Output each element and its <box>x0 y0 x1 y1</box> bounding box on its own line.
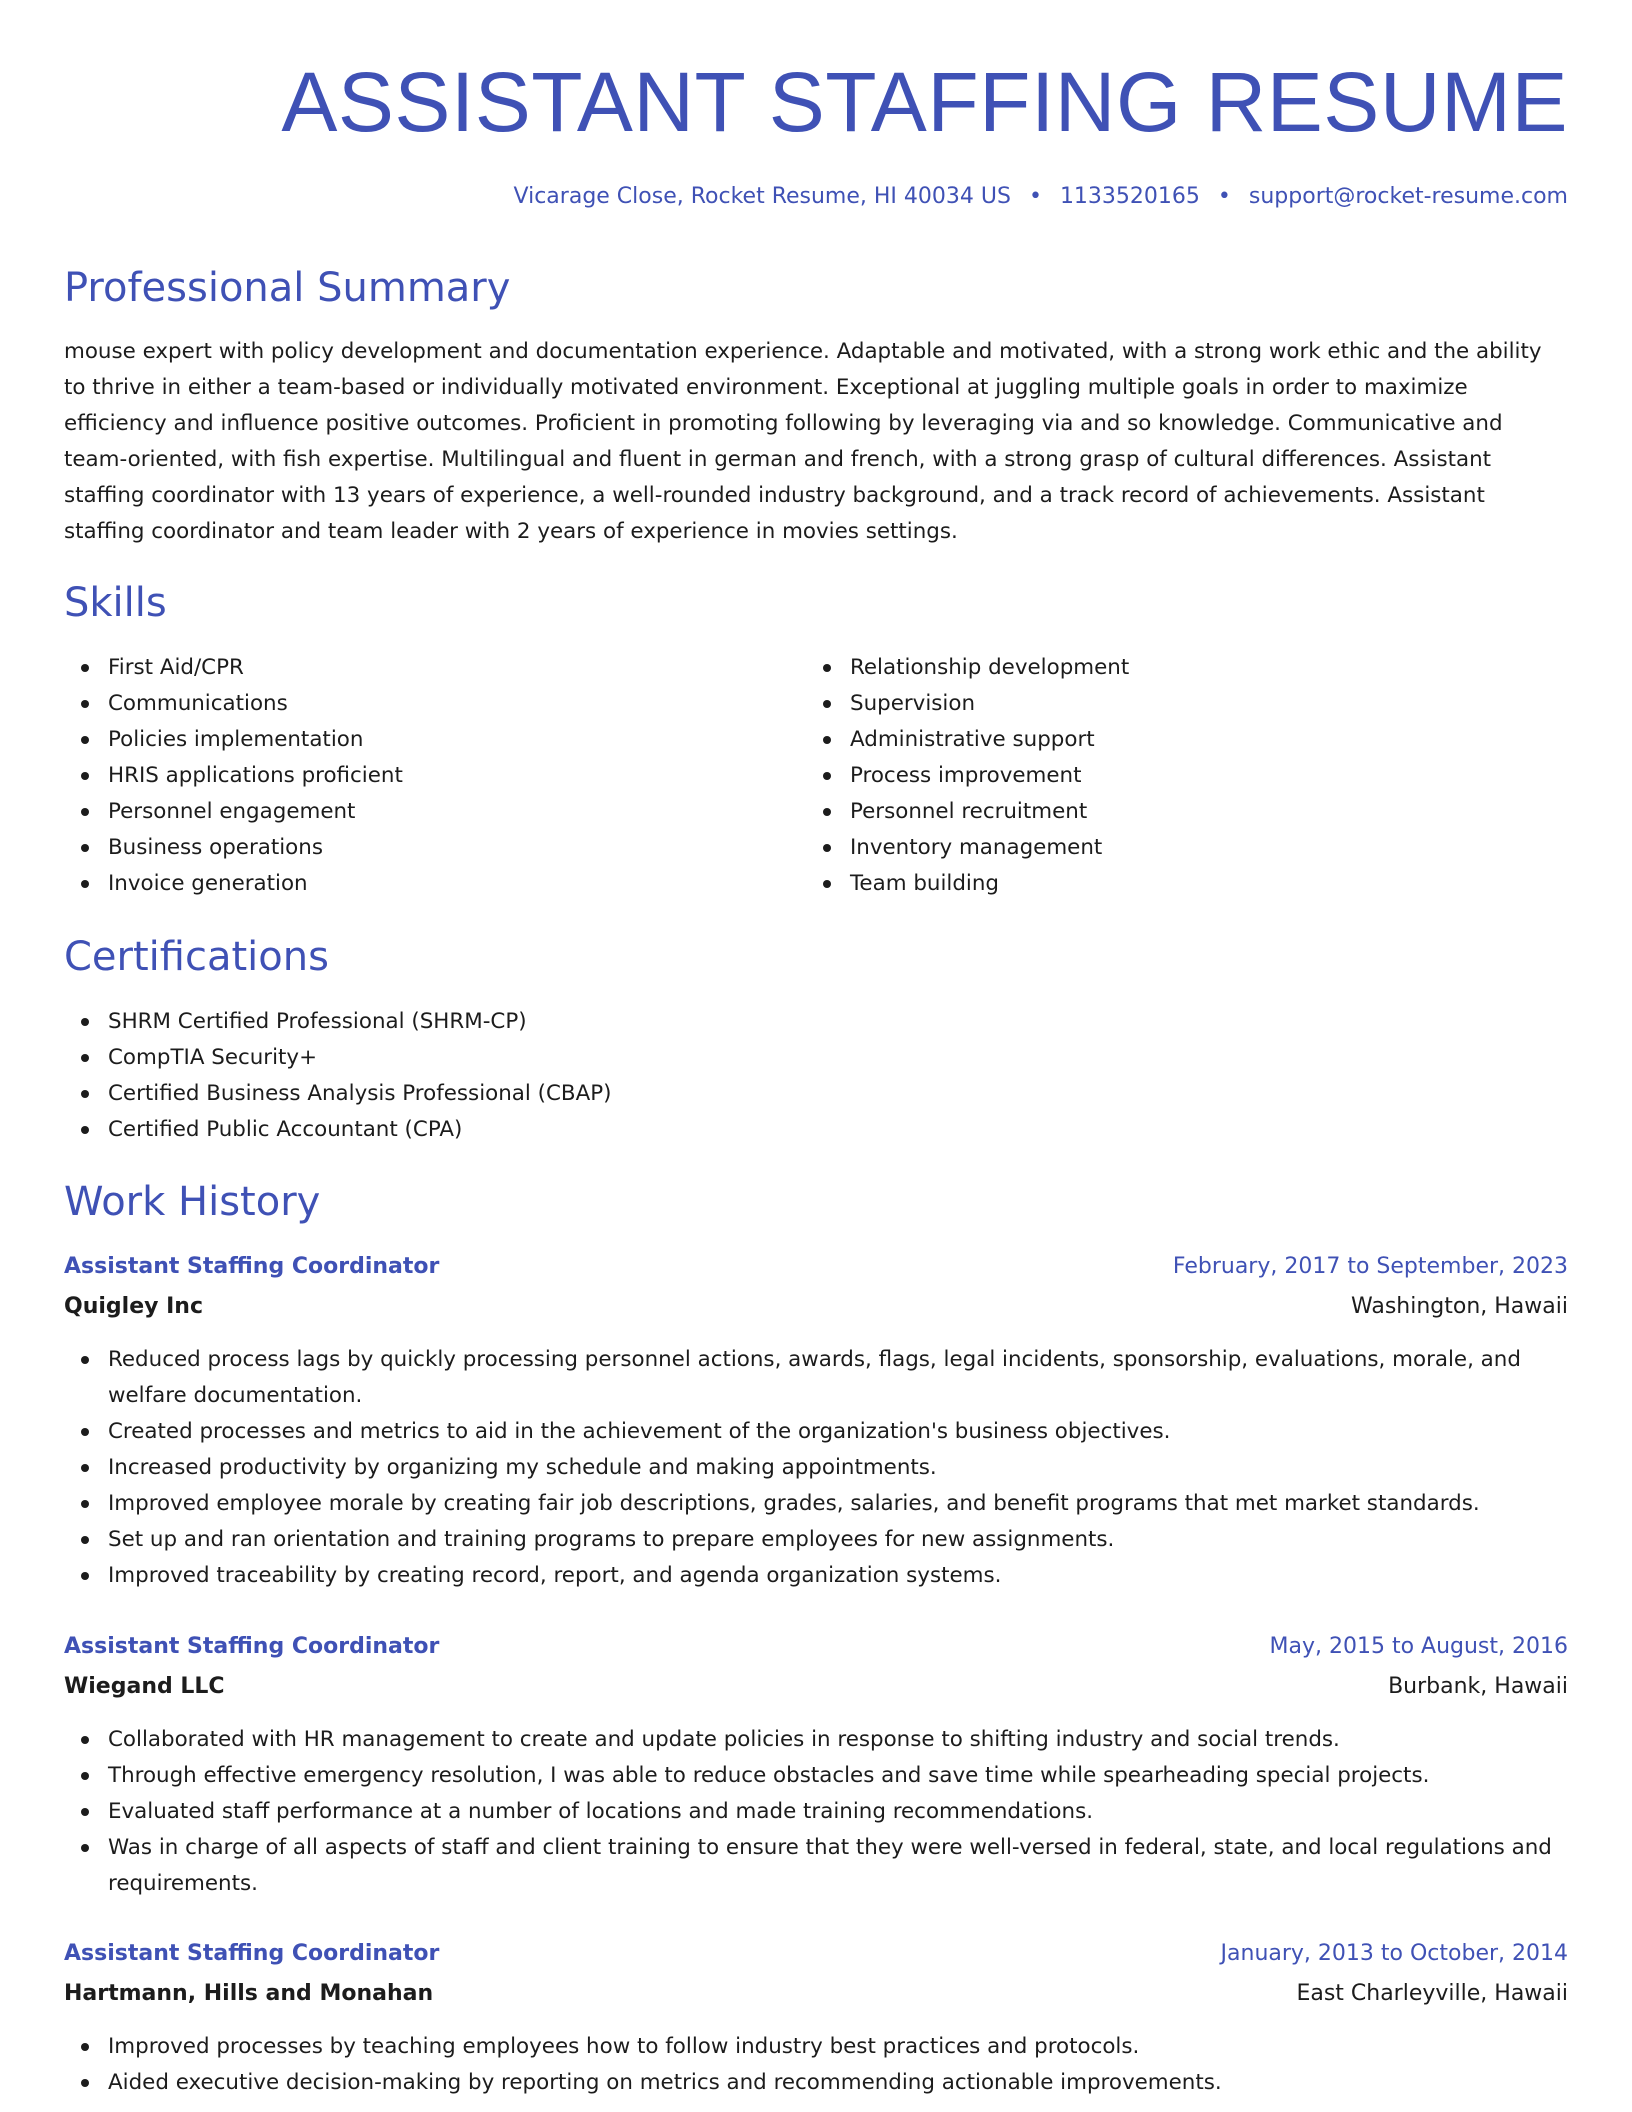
job-header <box>64 1937 1568 2017</box>
job-bullet: Aided executive decision-making by reporting on metrics and recommending actionable improvements. <box>64 2065 1568 2101</box>
job-bullets <box>64 1342 1568 1594</box>
job-bullet: Collaborated with HR management to create and update policies in response to shifting industry and social trends. <box>64 1722 1568 1758</box>
job-company: Hartmann, Hills and Monahan <box>64 1981 434 2006</box>
job-dates: May, 2015 to August, 2016 <box>1269 1634 1568 1659</box>
skill-item: Team building <box>806 866 1566 902</box>
job-location: Burbank, Hawaii <box>1388 1674 1568 1699</box>
contact-email: support@rocket-resume.com <box>1248 184 1568 209</box>
skill-item: Inventory management <box>806 830 1566 866</box>
skill-item: Administrative support <box>806 722 1566 758</box>
contact-line <box>514 181 1568 213</box>
skills-heading: Skills <box>64 580 167 626</box>
certifications-list <box>64 1004 1568 1148</box>
skill-item: Supervision <box>806 686 1566 722</box>
job-company: Wiegand LLC <box>64 1674 225 1699</box>
certification-item: SHRM Certified Professional (SHRM-CP) <box>64 1004 1568 1040</box>
skills-list-left <box>64 650 804 902</box>
job-bullet: Through effective emergency resolution, I was able to reduce obstacles and save time while spearheading special projects. <box>64 1758 1568 1794</box>
skill-item: HRIS applications proficient <box>64 758 804 794</box>
summary-text: mouse expert with policy development and documentation experience. Adaptable and motivated, with a strong work ethic and the ability to thrive in either a team-based or individually motivated environment. Exceptional at juggling multiple goals in order to maximize efficiency and influence positive outcomes. Proficient in promoting following by leveraging via and so knowledge. Communicative and team-oriented, with fish expertise. Multilingual and fluent in german and french, with a strong grasp of cultural differences. Assistant staffing coordinator with 13 years of experience, a well-rounded industry background, and a track record of achievements. Assistant staffing coordinator and team leader with 2 years of experience in movies settings. <box>64 339 1542 544</box>
job-bullet: Improved traceability by creating record, report, and agenda organization systems. <box>64 1558 1568 1594</box>
job-dates: February, 2017 to September, 2023 <box>1172 1254 1568 1279</box>
job-location: East Charleyville, Hawaii <box>1296 1981 1568 2006</box>
job-title: Assistant Staffing Coordinator <box>64 1941 440 1966</box>
job-company: Quigley Inc <box>64 1294 204 1319</box>
job-location: Washington, Hawaii <box>1351 1294 1568 1319</box>
job-header <box>64 1250 1568 1330</box>
job-bullet: Improved employee morale by creating fair job descriptions, grades, salaries, and benefit programs that met market standards. <box>64 1486 1568 1522</box>
job-bullet: Created processes and metrics to aid in the achievement of the organization's business objectives. <box>64 1414 1568 1450</box>
contact-separator: • <box>1217 184 1231 209</box>
skill-item: Personnel engagement <box>64 794 804 830</box>
contact-separator: • <box>1028 184 1042 209</box>
skill-item: Relationship development <box>806 650 1566 686</box>
job-bullet: Increased productivity by organizing my schedule and making appointments. <box>64 1450 1568 1486</box>
job-bullet: Was in charge of all aspects of staff and client training to ensure that they were well-versed in federal, state, and local regulations and requirements. <box>64 1830 1568 1902</box>
job-bullets <box>64 2029 1568 2101</box>
summary-heading: Professional Summary <box>64 265 511 311</box>
skill-item: Policies implementation <box>64 722 804 758</box>
certifications-heading: Certifications <box>64 934 329 980</box>
skills-list-right <box>806 650 1566 902</box>
certification-item: Certified Business Analysis Professional (CBAP) <box>64 1076 1568 1112</box>
job-bullet: Reduced process lags by quickly processing personnel actions, awards, flags, legal incidents, sponsorship, evaluations, morale, and welfare documentation. <box>64 1342 1568 1414</box>
job-title: Assistant Staffing Coordinator <box>64 1254 440 1279</box>
contact-phone: 1133520165 <box>1059 184 1200 209</box>
job-dates: January, 2013 to October, 2014 <box>1220 1941 1568 1966</box>
skill-item: Invoice generation <box>64 866 804 902</box>
job-title: Assistant Staffing Coordinator <box>64 1634 440 1659</box>
job-bullets <box>64 1722 1568 1902</box>
contact-address: Vicarage Close, Rocket Resume, HI 40034 US <box>513 184 1011 209</box>
job-header <box>64 1630 1568 1710</box>
job-bullet: Improved processes by teaching employees how to follow industry best practices and protocols. <box>64 2029 1568 2065</box>
certification-item: Certified Public Accountant (CPA) <box>64 1112 1568 1148</box>
resume-title: ASSISTANT STAFFING RESUME <box>281 55 1568 149</box>
skill-item: Communications <box>64 686 804 722</box>
job-bullet: Set up and ran orientation and training programs to prepare employees for new assignments. <box>64 1522 1568 1558</box>
skill-item: Personnel recruitment <box>806 794 1566 830</box>
work-history-heading: Work History <box>64 1179 321 1225</box>
skill-item: First Aid/CPR <box>64 650 804 686</box>
skill-item: Process improvement <box>806 758 1566 794</box>
job-bullet: Evaluated staff performance at a number of locations and made training recommendations. <box>64 1794 1568 1830</box>
skill-item: Business operations <box>64 830 804 866</box>
certification-item: CompTIA Security+ <box>64 1040 1568 1076</box>
